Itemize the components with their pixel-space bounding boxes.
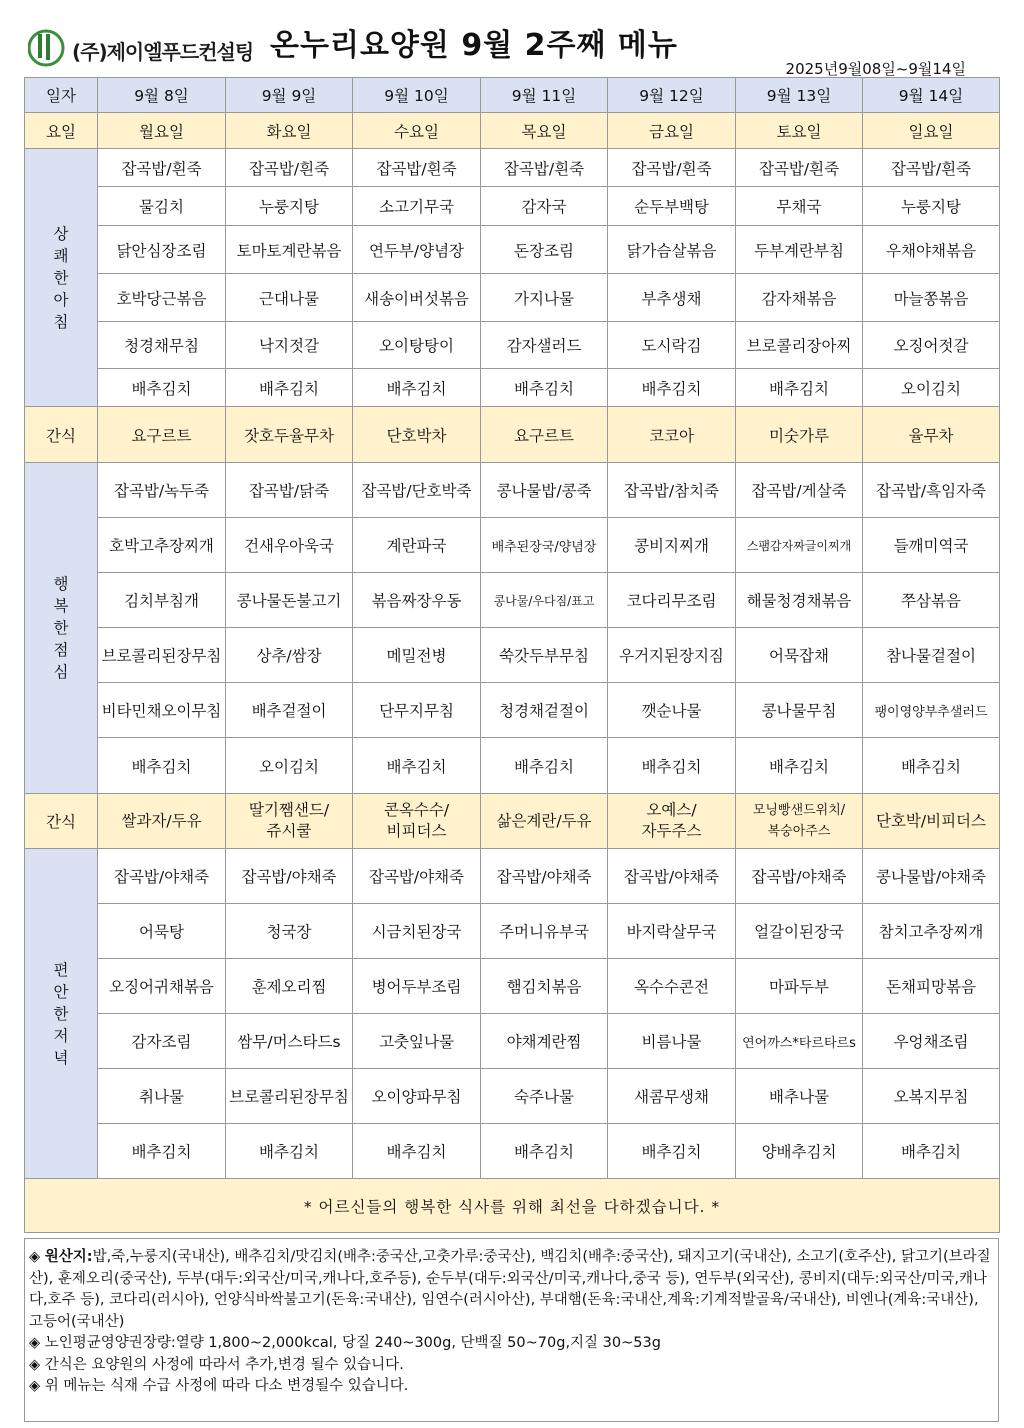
- lunch-item: 잡곡밥/닭죽: [226, 463, 353, 518]
- day-header: 요일: [25, 113, 98, 149]
- breakfast-item: 마늘쫑볶음: [863, 274, 1000, 322]
- date-cell: 9월 14일: [863, 78, 1000, 113]
- breakfast-item: 배추김치: [353, 369, 481, 407]
- breakfast-item: 연두부/양념장: [353, 226, 481, 274]
- lunch-item: 코다리무조림: [608, 573, 736, 628]
- lunch-item: 브로콜리된장무침: [98, 628, 226, 683]
- breakfast-item: 잡곡밥/흰죽: [736, 149, 863, 187]
- breakfast-item: 낙지젓갈: [226, 322, 353, 369]
- day-cell: 화요일: [226, 113, 353, 149]
- notes-box: [24, 1238, 999, 1422]
- lunch-item: 상추/쌈장: [226, 628, 353, 683]
- dinner-item: 잡곡밥/야채죽: [736, 849, 863, 904]
- date-cell: 9월 9일: [226, 78, 353, 113]
- menu-table: [24, 77, 1000, 1233]
- dinner-item: 잡곡밥/야채죽: [481, 849, 608, 904]
- dinner-item: 얼갈이된장국: [736, 904, 863, 959]
- day-cell: 수요일: [353, 113, 481, 149]
- lunch-item: 스팸감자짜글이찌개: [736, 518, 863, 573]
- lunch-item: 콩나물밥/콩죽: [481, 463, 608, 518]
- dinner-item: 마파두부: [736, 959, 863, 1014]
- breakfast-item: 돈장조림: [481, 226, 608, 274]
- breakfast-item: 새송이버섯볶음: [353, 274, 481, 322]
- dinner-item: 배추김치: [98, 1124, 226, 1179]
- breakfast-item: 배추김치: [481, 369, 608, 407]
- lunch-item: 배추김치: [608, 738, 736, 794]
- lunch-item: 쭈삼볶음: [863, 573, 1000, 628]
- dinner-item: 청국장: [226, 904, 353, 959]
- breakfast-item: 가지나물: [481, 274, 608, 322]
- origin-label: 원산지:: [44, 1249, 93, 1265]
- lunch-item: 배추김치: [481, 738, 608, 794]
- breakfast-item: 감자샐러드: [481, 322, 608, 369]
- afternoon-snack-item: [608, 794, 736, 849]
- breakfast-item: 배추김치: [736, 369, 863, 407]
- lunch-item: 배추김치: [353, 738, 481, 794]
- breakfast-item: 배추김치: [226, 369, 353, 407]
- lunch-item: 메밀전병: [353, 628, 481, 683]
- lunch-item: 단무지무침: [353, 683, 481, 738]
- lunch-item: 팽이영양부추샐러드: [863, 683, 1000, 738]
- breakfast-item: 오이탕탕이: [353, 322, 481, 369]
- breakfast-item: 부추생채: [608, 274, 736, 322]
- dinner-item: 비름나물: [608, 1014, 736, 1069]
- dinner-item: 돈채피망볶음: [863, 959, 1000, 1014]
- morning-snack-item: 율무차: [863, 407, 1000, 463]
- origin-note: ◈ 원산지:밥,죽,누룽지(국내산), 배추김치/맛김치(배추:중국산,고춧가루:중국산), 백김치(배추:중국산), 돼지고기(국내산), 소고기(호주산), 닭고기(브라질산), 훈제오리(중국산), 두부(대두:외국산/미국,캐나다,호주등), 순두부(대두:외국산/미국,캐나다,중국 등), 연두부(외국산), 콩비지(대두:외국산/미국,캐나다,호주 등), 코다리(러시아), 언양식바싹불고기(돈육:국내산), 임연수(러시아산), 부대햄(돈육:국내산,계육:기계적발골육/국내산), 비엔나(계육:국내산), 고등어(국내산): [29, 1249, 991, 1330]
- dinner-item: 취나물: [98, 1069, 226, 1124]
- lunch-item: 콩나물/우다짐/표고: [481, 573, 608, 628]
- dinner-item: 잡곡밥/야채죽: [608, 849, 736, 904]
- breakfast-item: 잡곡밥/흰죽: [226, 149, 353, 187]
- lunch-item: 우거지된장지짐: [608, 628, 736, 683]
- notice-banner: * 어르신들의 행복한 식사를 위해 최선을 다하겠습니다. *: [25, 1179, 1000, 1233]
- breakfast-item: 잡곡밥/흰죽: [353, 149, 481, 187]
- dinner-item: 배추김치: [863, 1124, 1000, 1179]
- lunch-item: 쑥갓두부무침: [481, 628, 608, 683]
- breakfast-item: 우채야채볶음: [863, 226, 1000, 274]
- afternoon-snack-item: [353, 794, 481, 849]
- afternoon-snack-item: [98, 794, 226, 849]
- dinner-item: 주머니유부국: [481, 904, 608, 959]
- dinner-item: 병어두부조림: [353, 959, 481, 1014]
- breakfast-item: 도시락김: [608, 322, 736, 369]
- lunch-item: 건새우아욱국: [226, 518, 353, 573]
- lunch-item: 청경채겉절이: [481, 683, 608, 738]
- dinner-item: 오이양파무침: [353, 1069, 481, 1124]
- morning-snack-item: 잣호두율무차: [226, 407, 353, 463]
- breakfast-item: 누룽지탕: [226, 187, 353, 226]
- snack-line-1: 오예스/: [646, 801, 697, 819]
- dinner-item: 브로콜리된장무침: [226, 1069, 353, 1124]
- lunch-item: 콩나물무침: [736, 683, 863, 738]
- snack-line-2: 자두주스: [641, 822, 702, 840]
- menu-period: 2025년9월08일~9월14일: [785, 60, 966, 78]
- lunch-item: 호박고추장찌개: [98, 518, 226, 573]
- lunch-item: 잡곡밥/게살죽: [736, 463, 863, 518]
- lunch-item: 오이김치: [226, 738, 353, 794]
- breakfast-item: 잡곡밥/흰죽: [608, 149, 736, 187]
- snack-line-1: 모닝빵샌드위치/: [752, 803, 846, 818]
- dinner-item: 바지락살무국: [608, 904, 736, 959]
- dinner-item: 배추김치: [226, 1124, 353, 1179]
- dinner-item: 오징어귀채볶음: [98, 959, 226, 1014]
- breakfast-item: 호박당근볶음: [98, 274, 226, 322]
- lunch-item: 잡곡밥/단호박죽: [353, 463, 481, 518]
- breakfast-item: 잡곡밥/흰죽: [863, 149, 1000, 187]
- lunch-item: 볶음짜장우동: [353, 573, 481, 628]
- snack-label: 간식: [25, 794, 98, 849]
- breakfast-item: 잡곡밥/흰죽: [98, 149, 226, 187]
- dinner-item: 쌈무/머스타드s: [226, 1014, 353, 1069]
- dinner-item: 양배추김치: [736, 1124, 863, 1179]
- date-header: 일자: [25, 78, 98, 113]
- lunch-label: 행 복 한 점 심: [25, 463, 98, 794]
- afternoon-snack-item: [736, 794, 863, 849]
- dinner-item: 콩나물밥/야채죽: [863, 849, 1000, 904]
- lunch-item: 배추된장국/양념장: [481, 518, 608, 573]
- breakfast-item: 청경채무침: [98, 322, 226, 369]
- lunch-item: 들깨미역국: [863, 518, 1000, 573]
- day-cell: 일요일: [863, 113, 1000, 149]
- breakfast-item: 근대나물: [226, 274, 353, 322]
- dinner-item: 오복지무침: [863, 1069, 1000, 1124]
- breakfast-item: 닭안심장조림: [98, 226, 226, 274]
- lunch-item: 잡곡밥/참치죽: [608, 463, 736, 518]
- lunch-item: 배추김치: [98, 738, 226, 794]
- dinner-item: 고춧잎나물: [353, 1014, 481, 1069]
- dinner-item: 잡곡밥/야채죽: [226, 849, 353, 904]
- breakfast-item: 오이김치: [863, 369, 1000, 407]
- snack-line-1: 삶은계란/두유: [496, 811, 592, 830]
- day-cell: 토요일: [736, 113, 863, 149]
- day-cell: 목요일: [481, 113, 608, 149]
- date-cell: 9월 11일: [481, 78, 608, 113]
- breakfast-item: 배추김치: [98, 369, 226, 407]
- breakfast-item: 감자국: [481, 187, 608, 226]
- dinner-item: 배추나물: [736, 1069, 863, 1124]
- lunch-item: 배추김치: [736, 738, 863, 794]
- lunch-item: 콩비지찌개: [608, 518, 736, 573]
- morning-snack-item: 코코아: [608, 407, 736, 463]
- change-note: ◈ 위 메뉴는 식재 수급 사정에 따라 다소 변경될수 있습니다.: [29, 1378, 409, 1394]
- breakfast-item: 배추김치: [608, 369, 736, 407]
- morning-snack-item: 요구르트: [98, 407, 226, 463]
- breakfast-item: 누룽지탕: [863, 187, 1000, 226]
- dinner-item: 연어까스*타르타르s: [736, 1014, 863, 1069]
- origin-text: 밥,죽,누룽지(국내산), 배추김치/맛김치(배추:중국산,고춧가루:중국산), 백김치(배추:중국산), 돼지고기(국내산), 소고기(호주산), 닭고기(브라질산), 훈제오리(중국산), 두부(대두:외국산/미국,캐나다,호주등), 순두부(대두:외국산/미국,캐나다,중국 등), 연두부(외국산), 콩비지(대두:외국산/미국,캐나다,호주 등), 코다리(러시아), 언양식바싹불고기(돈육:국내산), 임연수(러시아산), 부대햄(돈육:국내산,계육:기계적발골육/국내산), 비엔나(계육:국내산), 고등어(국내산): [29, 1249, 991, 1330]
- lunch-item: 어묵잡채: [736, 628, 863, 683]
- nutrition-note: ◈ 노인평균영양권장량:열량 1,800~2,000kcal, 당질 240~300g, 단백질 50~70g,지질 30~53g: [29, 1335, 661, 1351]
- dinner-item: 배추김치: [481, 1124, 608, 1179]
- date-cell: 9월 10일: [353, 78, 481, 113]
- company-name: (주)제이엘푸드컨설팅: [72, 40, 254, 64]
- lunch-item: 참나물겉절이: [863, 628, 1000, 683]
- breakfast-item: 무채국: [736, 187, 863, 226]
- snack-note: ◈ 간식은 요양원의 사정에 따라서 추가,변경 될수 있습니다.: [29, 1356, 404, 1373]
- dinner-label: 편 안 한 저 녁: [25, 849, 98, 1179]
- afternoon-snack-item: [226, 794, 353, 849]
- breakfast-item: 소고기무국: [353, 187, 481, 226]
- morning-snack-item: 단호박차: [353, 407, 481, 463]
- snack-line-2: 복숭아주스: [767, 824, 831, 839]
- snack-line-1: 단호박/비피더스: [875, 811, 987, 830]
- breakfast-item: 오징어젓갈: [863, 322, 1000, 369]
- dinner-item: 햄김치볶음: [481, 959, 608, 1014]
- morning-snack-item: 요구르트: [481, 407, 608, 463]
- afternoon-snack-item: [863, 794, 1000, 849]
- dinner-item: 잡곡밥/야채죽: [98, 849, 226, 904]
- dinner-item: 시금치된장국: [353, 904, 481, 959]
- dinner-item: 숙주나물: [481, 1069, 608, 1124]
- dinner-item: 잡곡밥/야채죽: [353, 849, 481, 904]
- breakfast-item: 브로콜리장아찌: [736, 322, 863, 369]
- dinner-item: 배추김치: [353, 1124, 481, 1179]
- breakfast-item: 두부계란부침: [736, 226, 863, 274]
- morning-snack-item: 미숫가루: [736, 407, 863, 463]
- lunch-item: 잡곡밥/흑임자죽: [863, 463, 1000, 518]
- snack-line-1: 딸기쨈샌드/: [248, 801, 330, 819]
- breakfast-item: 닭가슴살볶음: [608, 226, 736, 274]
- snack-line-1: 콘옥수수/: [383, 801, 450, 819]
- dinner-item: 우엉채조림: [863, 1014, 1000, 1069]
- lunch-item: 잡곡밥/녹두죽: [98, 463, 226, 518]
- breakfast-item: 순두부백탕: [608, 187, 736, 226]
- dinner-item: 새콤무생채: [608, 1069, 736, 1124]
- breakfast-item: 물김치: [98, 187, 226, 226]
- lunch-item: 비타민채오이무침: [98, 683, 226, 738]
- day-cell: 월요일: [98, 113, 226, 149]
- lunch-item: 김치부침개: [98, 573, 226, 628]
- breakfast-item: 감자채볶음: [736, 274, 863, 322]
- snack-label: 간식: [25, 407, 98, 463]
- lunch-item: 배추겉절이: [226, 683, 353, 738]
- date-cell: 9월 13일: [736, 78, 863, 113]
- snack-line-2: 쥬시쿨: [266, 822, 312, 840]
- dinner-item: 어묵탕: [98, 904, 226, 959]
- date-cell: 9월 8일: [98, 78, 226, 113]
- dinner-item: 감자조림: [98, 1014, 226, 1069]
- lunch-item: 콩나물돈불고기: [226, 573, 353, 628]
- snack-line-1: 쌀과자/두유: [121, 811, 202, 830]
- dinner-item: 야채계란찜: [481, 1014, 608, 1069]
- lunch-item: 배추김치: [863, 738, 1000, 794]
- snack-line-2: 비피더스: [386, 822, 447, 840]
- lunch-item: 깻순나물: [608, 683, 736, 738]
- breakfast-label: 상 쾌 한 아 침: [25, 149, 98, 407]
- dinner-item: 훈제오리찜: [226, 959, 353, 1014]
- afternoon-snack-item: [481, 794, 608, 849]
- page-title: 온누리요양원 9월 2주째 메뉴: [270, 28, 678, 63]
- date-cell: 9월 12일: [608, 78, 736, 113]
- lunch-item: 계란파국: [353, 518, 481, 573]
- dinner-item: 옥수수콘전: [608, 959, 736, 1014]
- lunch-item: 해물청경채볶음: [736, 573, 863, 628]
- breakfast-item: 토마토계란볶음: [226, 226, 353, 274]
- dinner-item: 참치고추장찌개: [863, 904, 1000, 959]
- day-cell: 금요일: [608, 113, 736, 149]
- dinner-item: 배추김치: [608, 1124, 736, 1179]
- breakfast-item: 잡곡밥/흰죽: [481, 149, 608, 187]
